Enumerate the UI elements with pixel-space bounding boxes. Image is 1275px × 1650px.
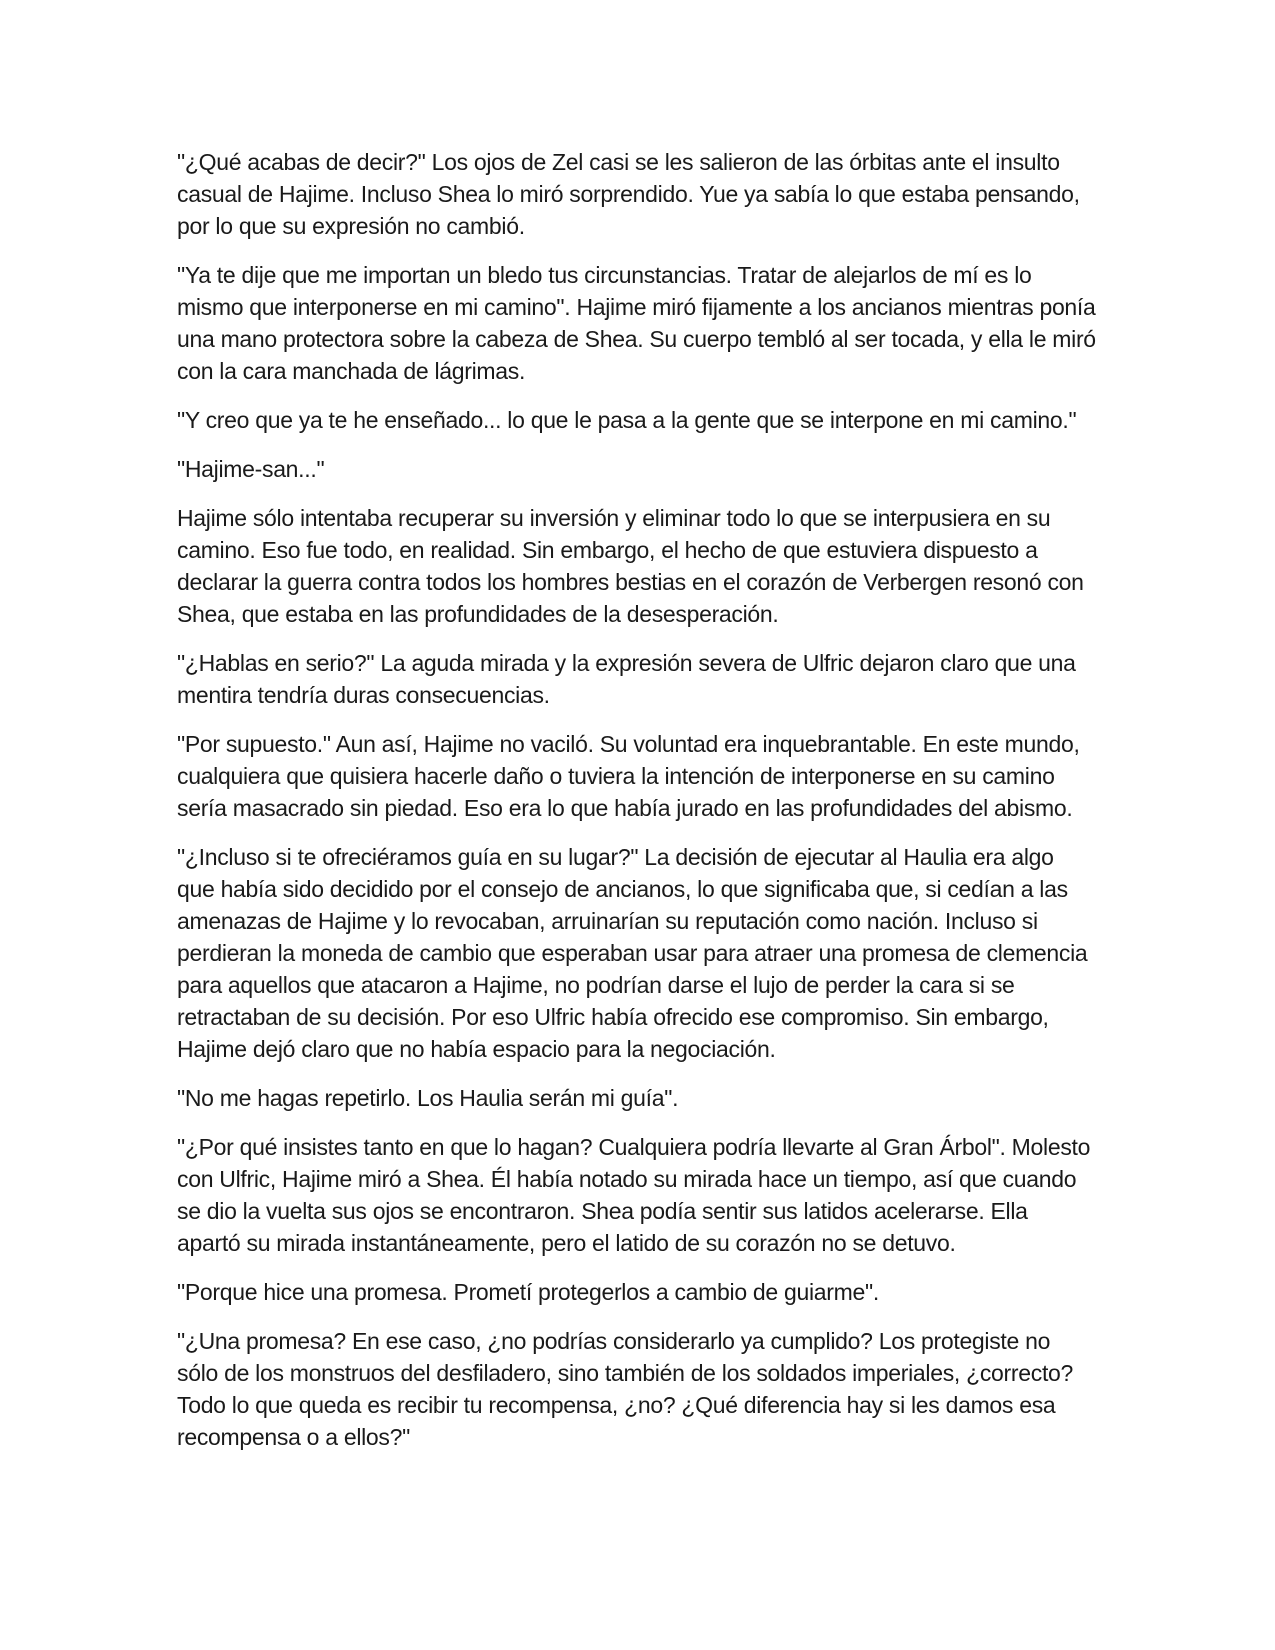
- paragraph: "¿Por qué insistes tanto en que lo hagan? Cualquiera podría llevarte al Gran Árbol". Molesto con Ulfric, Hajime miró a Shea. Él había notado su mirada hace un tiempo, así que cuando se dio la vuelta sus ojos se encontraron. Shea podía sentir sus latidos acelerarse. Ella apartó su mirada instantáneamente, pero el latido de su corazón no se detuvo.: [177, 1134, 1091, 1256]
- paragraph: "¿Incluso si te ofreciéramos guía en su lugar?" La decisión de ejecutar al Haulia era algo que había sido decidido por el consejo de ancianos, lo que significaba que, si cedían a las amenazas de Hajime y lo revocaban, arruinarían su reputación como nación. Incluso si perdieran la moneda de cambio que esperaban usar para atraer una promesa de clemencia para aquellos que atacaron a Hajime, no podrían darse el lujo de perder la cara si se retractaban de su decisión. Por eso Ulfric había ofrecido ese compromiso. Sin embargo, Hajime dejó claro que no había espacio para la negociación.: [177, 844, 1088, 1062]
- paragraph: "¿Qué acabas de decir?" Los ojos de Zel casi se les salieron de las órbitas ante el insulto casual de Hajime. Incluso Shea lo miró sorprendido. Yue ya sabía lo que estaba pensando, por lo que su expresión no cambió.: [177, 149, 1080, 239]
- paragraph: "¿Hablas en serio?" La aguda mirada y la expresión severa de Ulfric dejaron claro que una mentira tendría duras consecuencias.: [177, 650, 1076, 708]
- paragraph: "Por supuesto." Aun así, Hajime no vaciló. Su voluntad era inquebrantable. En este mundo, cualquiera que quisiera hacerle daño o tuviera la intención de interponerse en su camino sería masacrado sin piedad. Eso era lo que había jurado en las profundidades del abismo.: [177, 731, 1080, 821]
- paragraph: "Hajime-san...": [177, 456, 325, 482]
- paragraph: "No me hagas repetirlo. Los Haulia serán mi guía".: [177, 1085, 679, 1111]
- paragraph: "Ya te dije que me importan un bledo tus circunstancias. Tratar de alejarlos de mí es lo mismo que interponerse en mi camino". Hajime miró fijamente a los ancianos mientras ponía una mano protectora sobre la cabeza de Shea. Su cuerpo tembló al ser tocada, y ella le miró con la cara manchada de lágrimas.: [177, 262, 1096, 384]
- paragraph: "¿Una promesa? En ese caso, ¿no podrías considerarlo ya cumplido? Los protegiste no sólo de los monstruos del desfiladero, sino también de los soldados imperiales, ¿correcto? Todo lo que queda es recibir tu recompensa, ¿no? ¿Qué diferencia hay si les damos esa recompensa o a ellos?": [177, 1328, 1074, 1450]
- paragraph: "Porque hice una promesa. Prometí protegerlos a cambio de guiarme".: [177, 1279, 879, 1305]
- paragraph: Hajime sólo intentaba recuperar su inversión y eliminar todo lo que se interpusiera en su camino. Eso fue todo, en realidad. Sin embargo, el hecho de que estuviera dispuesto a declarar la guerra contra todos los hombres bestias en el corazón de Verbergen resonó con Shea, que estaba en las profundidades de la desesperación.: [177, 505, 1084, 627]
- text-body: [177, 146, 1097, 1470]
- paragraph: "Y creo que ya te he enseñado... lo que le pasa a la gente que se interpone en mi camino.": [177, 407, 1077, 433]
